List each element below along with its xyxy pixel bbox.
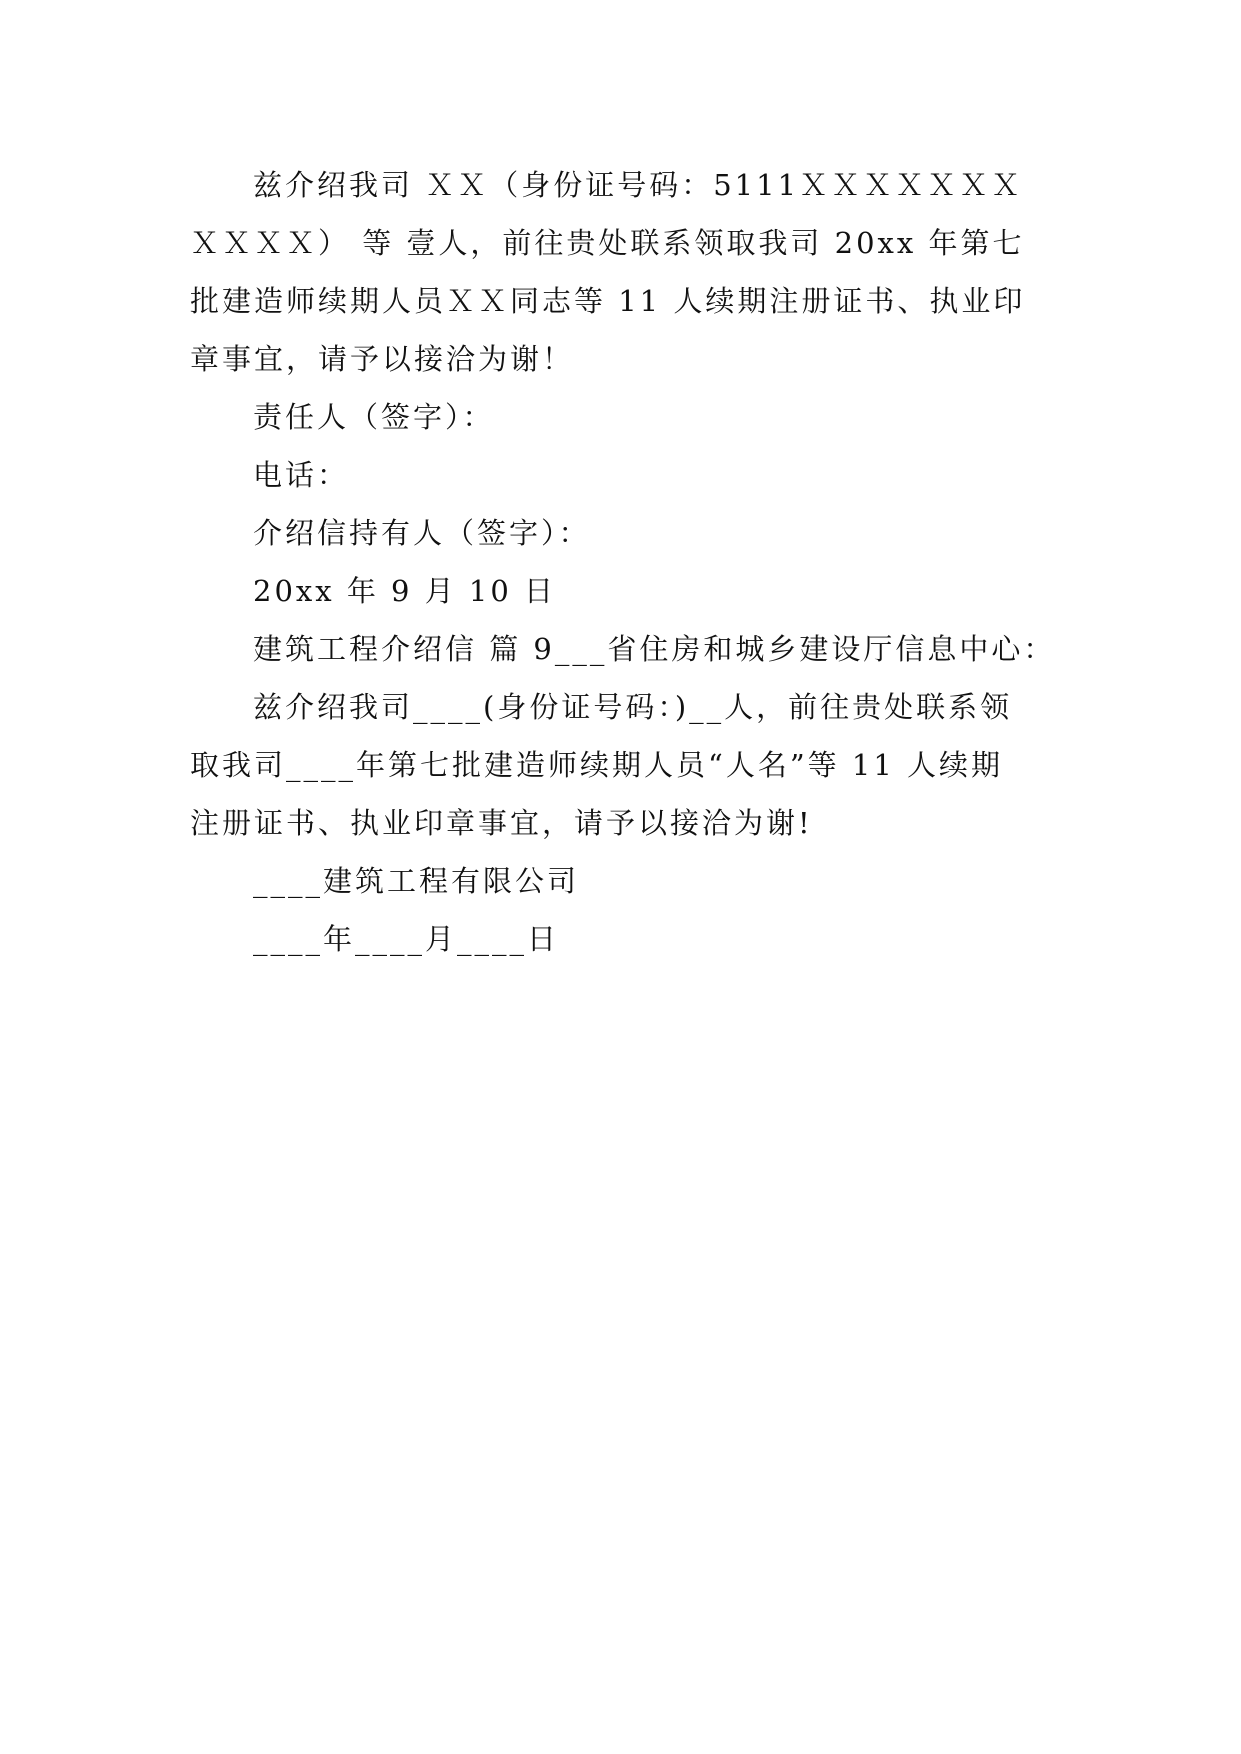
letter-holder-signature: 介绍信持有人（签字）： [253,516,591,550]
paragraph-2-line-3: 注册证书、执业印章事宜，请予以接洽为谢! [190,806,813,840]
paragraph-2-line-2: 取我司____年第七批建造师续期人员“人名”等 11 人续期 [190,748,1003,782]
paragraph-1-line-4: 章事宜，请予以接洽为谢！ [190,342,575,376]
paragraph-2-line-1: 兹介绍我司____(身份证号码：)__人，前往贵处联系领 [253,690,1013,724]
paragraph-1-line-1: 兹介绍我司 ＸＸ（身份证号码：5111ＸＸＸＸＸＸＸ [253,168,1024,202]
section-heading-9: 建筑工程介绍信 篇 9___省住房和城乡建设厅信息中心： [253,632,1056,666]
blank-date-line: ____年____月____日 [253,922,560,956]
paragraph-1-line-3: 批建造师续期人员ＸＸ同志等 11 人续期注册证书、执业印 [190,284,1026,318]
phone-field: 电话： [253,458,350,492]
company-name-line: ____建筑工程有限公司 [253,864,580,898]
paragraph-1-line-2: ＸＸＸＸ） 等 壹人，前往贵处联系领取我司 20xx 年第七 [190,226,1025,260]
date-line: 20xx 年 9 月 10 日 [253,574,557,608]
responsible-person-signature: 责任人（签字）： [253,400,495,434]
